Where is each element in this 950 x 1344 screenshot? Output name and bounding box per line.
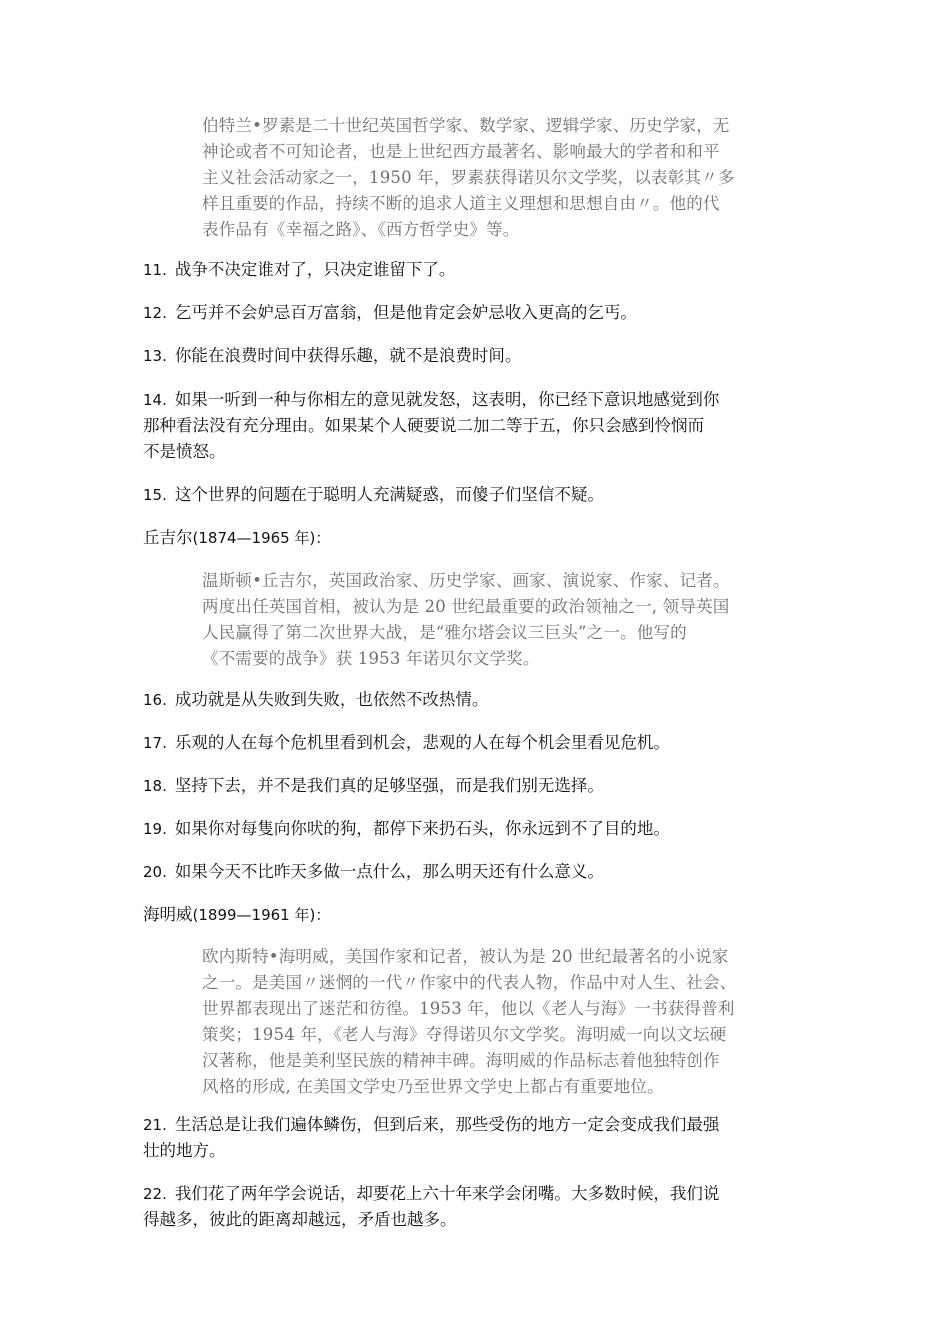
russell-bio bbox=[202, 113, 822, 243]
quote-text: 坚持下去，并不是我们真的足够坚强，而是我们别无选择。 bbox=[174, 776, 604, 795]
quote-18 bbox=[143, 773, 823, 799]
quote-number: 12. bbox=[143, 304, 167, 322]
quote-19 bbox=[143, 816, 823, 842]
quote-17 bbox=[143, 730, 823, 756]
quote-12 bbox=[143, 300, 823, 326]
author-name: 丘吉尔 bbox=[143, 528, 193, 547]
bio-line: 策奖；1954 年，《老人与海》夺得诺贝尔文学奖。海明威一向以文坛硬 bbox=[202, 1025, 727, 1044]
churchill-bio bbox=[202, 568, 822, 672]
bio-line: 之一。是美国〃迷惘的一代〃作家中的代表人物，作品中对人生、社会、 bbox=[202, 973, 737, 992]
bio-line: 温斯顿•丘吉尔，英国政治家、历史学家、画家、演说家、作家、记者。 bbox=[202, 571, 730, 590]
quote-text: 如果今天不比昨天多做一点什么，那么明天还有什么意义。 bbox=[174, 862, 604, 881]
bio-line: 汉著称，他是美利坚民族的精神丰碑。海明威的作品标志着他独特创作 bbox=[202, 1051, 720, 1070]
author-years: (1874—1965 年)： bbox=[192, 529, 331, 547]
bio-line: 世界都表现出了迷茫和彷徨。1953 年，他以《老人与海》一书获得普利 bbox=[202, 999, 735, 1018]
quote-number: 16. bbox=[143, 691, 167, 709]
quote-number: 21. bbox=[143, 1116, 167, 1134]
quote-text: 不是愤怒。 bbox=[143, 442, 226, 461]
quote-number: 15. bbox=[143, 486, 167, 504]
quote-22 bbox=[143, 1181, 823, 1233]
bio-line: 样且重要的作品，持续不断的追求人道主义理想和思想自由〃。他的代 bbox=[202, 194, 720, 213]
quote-text: 你能在浪费时间中获得乐趣，就不是浪费时间。 bbox=[174, 346, 522, 365]
quote-21 bbox=[143, 1112, 823, 1164]
quote-13 bbox=[143, 343, 823, 369]
quote-number: 17. bbox=[143, 734, 167, 752]
quote-text: 成功就是从失败到失败，也依然不改热情。 bbox=[174, 690, 489, 709]
quote-20 bbox=[143, 859, 823, 885]
quote-text: 生活总是让我们遍体鳞伤，但到后来，那些受伤的地方一定会变成我们最强 bbox=[174, 1115, 720, 1134]
quote-text: 乐观的人在每个危机里看到机会，悲观的人在每个机会里看见危机。 bbox=[174, 733, 670, 752]
quote-15 bbox=[143, 482, 823, 508]
quote-number: 11. bbox=[143, 261, 167, 279]
author-years: (1899—1961 年)： bbox=[192, 906, 331, 924]
quote-text: 如果一听到一种与你相左的意见就发怒，这表明，你已经下意识地感觉到你 bbox=[174, 390, 720, 409]
quote-number: 14. bbox=[143, 391, 167, 409]
author-heading-hemingway bbox=[143, 902, 330, 928]
author-name: 海明威 bbox=[143, 905, 193, 924]
bio-line: 《不需要的战争》获 1953 年诺贝尔文学奖。 bbox=[202, 649, 540, 668]
quote-text: 乞丐并不会妒忌百万富翁，但是他肯定会妒忌收入更高的乞丐。 bbox=[174, 303, 637, 322]
quote-number: 20. bbox=[143, 863, 167, 881]
quote-text: 如果你对每隻向你吠的狗，都停下来扔石头，你永远到不了目的地。 bbox=[174, 819, 670, 838]
quote-text: 得越多，彼此的距离却越远，矛盾也越多。 bbox=[143, 1210, 457, 1229]
quote-number: 19. bbox=[143, 820, 167, 838]
author-heading-churchill bbox=[143, 525, 330, 551]
bio-line: 主义社会活动家之一，1950 年，罗素获得诺贝尔文学奖，以表彰其〃多 bbox=[202, 168, 735, 187]
quote-number: 18. bbox=[143, 777, 167, 795]
quote-text: 战争不决定谁对了，只决定谁留下了。 bbox=[174, 260, 456, 279]
bio-line: 欧内斯特•海明威，美国作家和记者，被认为是 20 世纪最著名的小说家 bbox=[202, 947, 729, 966]
bio-line: 风格的形成, 在美国文学史乃至世界文学史上都占有重要地位。 bbox=[202, 1077, 664, 1096]
quote-14 bbox=[143, 387, 823, 465]
bio-line: 两度出任英国首相，被认为是 20 世纪最重要的政治领袖之一, 领导英国 bbox=[202, 597, 730, 616]
quote-number: 13. bbox=[143, 347, 167, 365]
quote-text: 这个世界的问题在于聪明人充满疑惑，而傻子们坚信不疑。 bbox=[174, 485, 604, 504]
hemingway-bio bbox=[202, 944, 822, 1100]
bio-line: 人民赢得了第二次世界大战，是“雅尔塔会议三巨头”之一。他写的 bbox=[202, 623, 687, 642]
quote-number: 22. bbox=[143, 1185, 167, 1203]
quote-text: 那种看法没有充分理由。如果某个人硬要说二加二等于五，你只会感到怜悯而 bbox=[143, 416, 704, 435]
bio-line: 神论或者不可知论者，也是上世纪西方最著名、影响最大的学者和和平 bbox=[202, 142, 720, 161]
quote-text: 我们花了两年学会说话，却要花上六十年来学会闭嘴。大多数时候，我们说 bbox=[174, 1184, 720, 1203]
bio-line: 表作品有《幸福之路》、《西方哲学史》等。 bbox=[202, 220, 520, 239]
quote-11 bbox=[143, 257, 823, 283]
bio-line: 伯特兰•罗素是二十世纪英国哲学家、数学家、逻辑学家、历史学家，无 bbox=[202, 116, 730, 135]
quote-16 bbox=[143, 687, 823, 713]
quote-text: 壮的地方。 bbox=[143, 1141, 226, 1160]
